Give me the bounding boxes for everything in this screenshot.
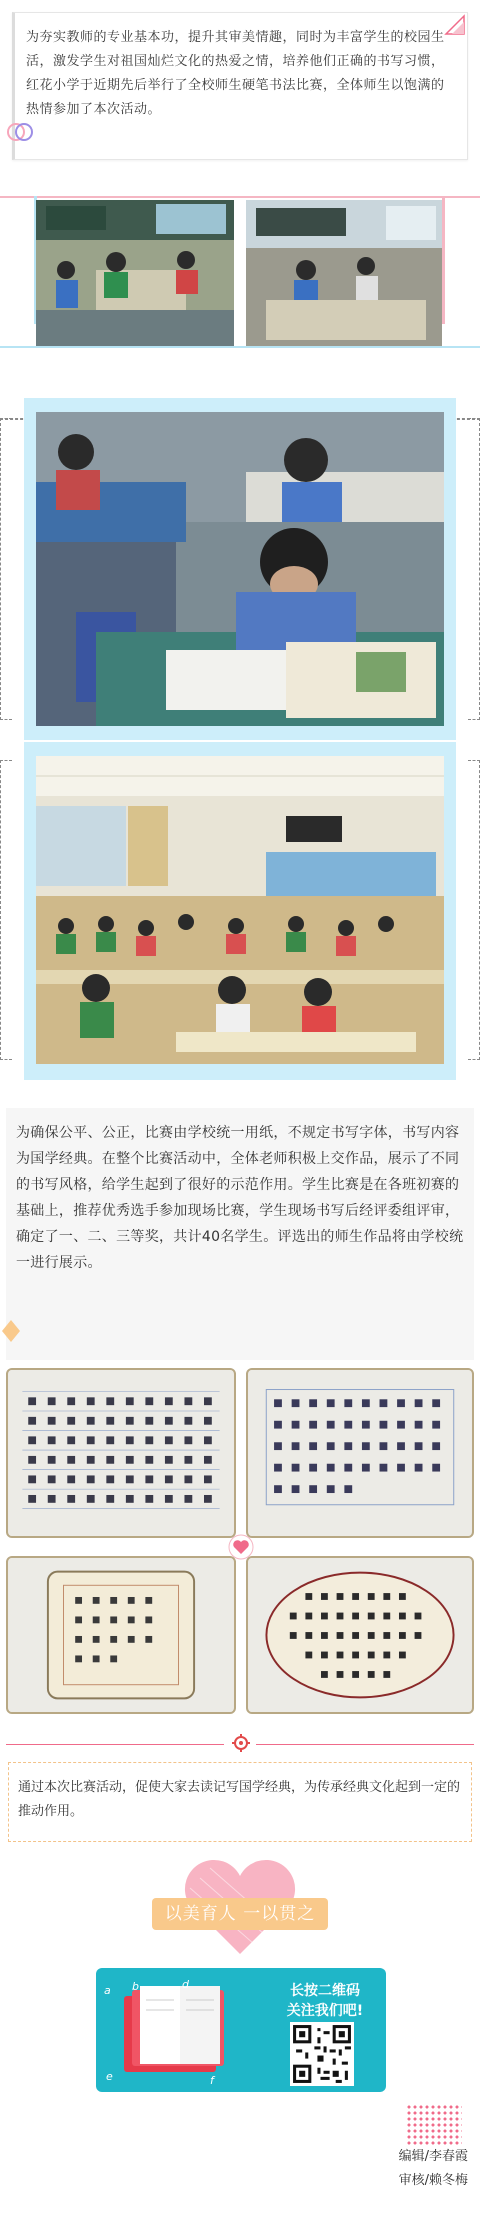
divider-line [0, 196, 480, 198]
qr-title-line2: 关注我们吧! [286, 2003, 364, 2019]
book-letter: f [210, 2074, 214, 2087]
rules-paragraph: 为确保公平、公正，比赛由学校统一用纸，不规定书写字体，书写内容为国学经典。在整个比赛活动中，全体老师积极上交作品，展示了不同的书写风格，给学生起到了很好的示范作用。学生比赛是在各班初赛的基础上，推荐优秀选手参加现场比赛，学生现场书写后经评委组评审，确定了一、二、三等奖，共计40名学生。评选出的师生作品将由学校统一进行展示。 [16, 1125, 464, 1271]
closing-paragraph: 通过本次比赛活动，促使大家去读记写国学经典，为传承经典文化起到一定的推动作用。 [18, 1780, 461, 1819]
calligraphy-work-4 [246, 1556, 474, 1714]
diamond-decoration-icon [2, 1320, 20, 1342]
calligraphy-work-3 [6, 1556, 236, 1714]
divider-line [0, 346, 480, 348]
qr-title-line1: 长按二维码 [290, 1983, 360, 1999]
calligraphy-work-1 [6, 1368, 236, 1538]
book-letter: e [106, 2070, 113, 2083]
book-illustration-icon [110, 1976, 250, 2086]
classroom-photo-1 [36, 200, 234, 346]
dotted-bracket-right [468, 760, 480, 1060]
student-writing-photo [36, 412, 444, 726]
dotted-bracket-left [0, 418, 12, 720]
divider-line-right [256, 1744, 474, 1745]
divider-line-left [6, 1744, 224, 1745]
book-letter: b [132, 1980, 139, 1993]
dot-pattern-decoration [406, 2104, 462, 2146]
editor-credit: 编辑/李春霞 [398, 2149, 468, 2164]
book-letter: c [160, 1988, 167, 2001]
classroom-photo-2 [246, 200, 442, 346]
frame-accent [442, 196, 445, 324]
rings-decoration-icon [6, 118, 34, 146]
qr-code-icon[interactable] [290, 2022, 354, 2086]
book-letter: d [182, 1978, 189, 1991]
slogan-banner: 以美育人 一以贯之 [152, 1898, 328, 1930]
book-letter: a [104, 1984, 111, 1997]
reviewer-credit: 审核/赖冬梅 [398, 2173, 468, 2188]
dotted-bracket-right [468, 418, 480, 720]
dotted-bracket-left [0, 760, 12, 1060]
intro-paragraph: 为夯实教师的专业基本功，提升其审美情趣，同时为丰富学生的校园生活，激发学生对祖国灿烂文化的热爱之情，培养他们正确的书写习惯，红花小学于近期先后举行了全校师生硬笔书法比赛，全体师生以饱满的热情参加了本次活动。 [26, 30, 445, 117]
calligraphy-work-2 [246, 1368, 474, 1538]
exam-hall-photo [36, 756, 444, 1064]
flower-ornament-icon [232, 1734, 250, 1752]
